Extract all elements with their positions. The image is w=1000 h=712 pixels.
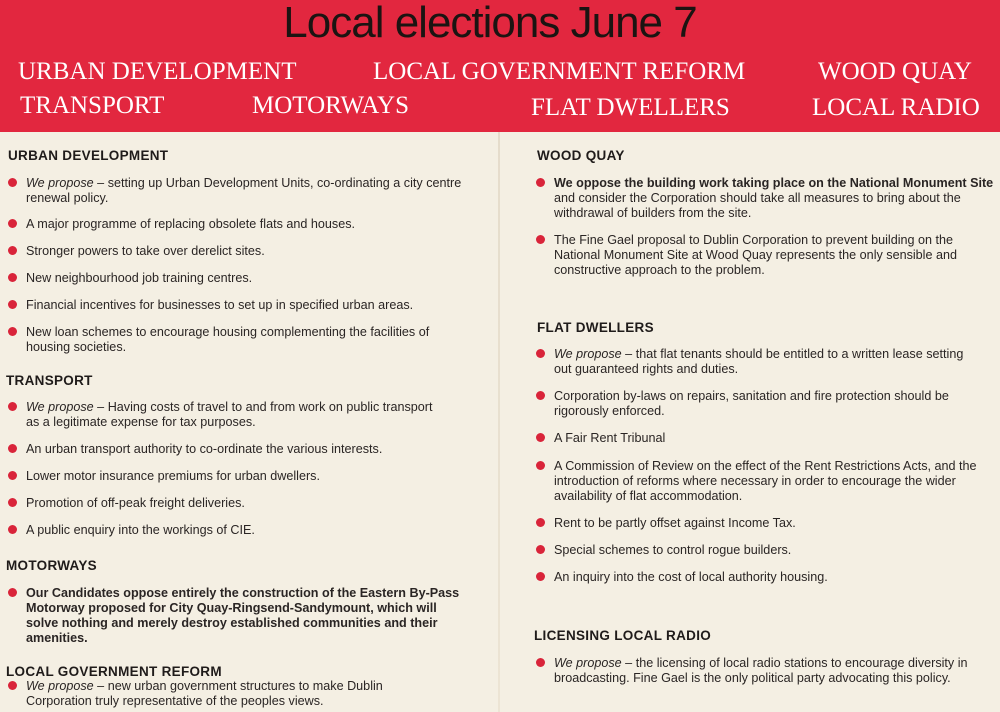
flats-item-4: [536, 459, 992, 504]
bullet-icon: [8, 219, 17, 228]
item-text: Promotion of off-peak freight deliveries.: [26, 496, 245, 510]
bullet-icon: [8, 471, 17, 480]
licensing-local-radio-heading: LICENSING LOCAL RADIO: [534, 628, 712, 643]
flats-item-6: [536, 543, 992, 558]
item-text: New loan schemes to encourage housing complementing the facilities of housing societies.: [26, 325, 430, 354]
flats-item-5: [536, 516, 992, 531]
item-text: Rent to be partly offset against Income Tax.: [554, 516, 796, 530]
bullet-icon: [536, 235, 545, 244]
bullet-icon: [8, 525, 17, 534]
item-text: New neighbourhood job training centres.: [26, 271, 253, 285]
item-text: – new urban government structures to make Dublin Corporation truly representative of the peoples views.: [26, 679, 383, 708]
flats-item-3: [536, 431, 986, 446]
topic-motorways: MOTORWAYS: [252, 92, 409, 119]
flats-item-1: [536, 347, 976, 377]
bullet-icon: [8, 300, 17, 309]
flat-dwellers-heading: FLAT DWELLERS: [537, 320, 654, 335]
flats-item-2: [536, 389, 986, 419]
urban-item-6: [8, 325, 458, 355]
we-propose-label: We propose: [26, 679, 94, 693]
radio-item-1: [536, 656, 992, 686]
we-propose-label: We propose: [26, 400, 94, 414]
bullet-icon: [536, 178, 545, 187]
urban-item-5: [8, 298, 468, 313]
item-text: and consider the Corporation should take all measures to bring about the withdrawal of builders from the site.: [554, 191, 961, 220]
urban-development-heading: URBAN DEVELOPMENT: [8, 148, 169, 163]
item-text: A public enquiry into the workings of CIE.: [26, 523, 255, 537]
bullet-icon: [536, 349, 545, 358]
bullet-icon: [8, 327, 17, 336]
item-text: A Fair Rent Tribunal: [554, 431, 666, 445]
transport-item-4: [8, 496, 468, 511]
urban-item-2: [8, 217, 468, 232]
bullet-icon: [8, 273, 17, 282]
bullet-icon: [8, 444, 17, 453]
item-text: – Having costs of travel to and from work on public transport as a legitimate expense for tax purposes.: [26, 400, 433, 429]
urban-item-1: [8, 176, 468, 206]
urban-item-4: [8, 271, 468, 286]
item-text: – that flat tenants should be entitled to a written lease setting out guaranteed rights and duties.: [554, 347, 964, 376]
bullet-icon: [8, 498, 17, 507]
flats-item-7: [536, 570, 992, 585]
we-propose-label: We propose: [26, 176, 94, 190]
item-text: A major programme of replacing obsolete flats and houses.: [26, 217, 356, 231]
item-text: – setting up Urban Development Units, co-ordinating a city centre renewal policy.: [26, 176, 462, 205]
item-bold-text: We oppose the building work taking place on the National Monument Site: [554, 176, 994, 190]
item-text: An inquiry into the cost of local authority housing.: [554, 570, 828, 584]
item-text: A Commission of Review on the effect of the Rent Restrictions Acts, and the introduction of reforms where necessary in order to encourage the wider availability of flat accommodation.: [554, 459, 977, 503]
bullet-icon: [8, 402, 17, 411]
item-text: Stronger powers to take over derelict sites.: [26, 244, 265, 258]
bullet-icon: [8, 246, 17, 255]
bullet-icon: [536, 518, 545, 527]
bullet-icon: [8, 178, 17, 187]
item-text: Lower motor insurance premiums for urban dwellers.: [26, 469, 320, 483]
woodquay-item-2: [536, 233, 994, 278]
topic-local-radio: LOCAL RADIO: [812, 94, 980, 121]
topic-flat-dwellers: FLAT DWELLERS: [531, 94, 730, 121]
page-fold-divider: [498, 132, 500, 712]
topic-transport: TRANSPORT: [20, 92, 165, 119]
urban-item-3: [8, 244, 468, 259]
bullet-icon: [8, 681, 17, 690]
item-text: An urban transport authority to co-ordinate the various interests.: [26, 442, 383, 456]
we-propose-label: We propose: [554, 347, 622, 361]
woodquay-item-1: [536, 176, 998, 221]
bullet-icon: [8, 588, 17, 597]
topic-local-government-reform: LOCAL GOVERNMENT REFORM: [373, 58, 746, 85]
item-text: Our Candidates oppose entirely the construction of the Eastern By-Pass Motorway proposed for City Quay-Ringsend-Sandymount, which will solve nothing and merely destroy established communities and their amenities.: [26, 586, 460, 645]
reform-item-1: [8, 679, 448, 709]
transport-item-1: [8, 400, 448, 430]
we-propose-label: We propose: [554, 656, 622, 670]
bullet-icon: [536, 572, 545, 581]
wood-quay-heading: WOOD QUAY: [537, 148, 625, 163]
item-text: Special schemes to control rogue builders.: [554, 543, 792, 557]
motorways-item-1: [8, 586, 466, 646]
bullet-icon: [536, 461, 545, 470]
bullet-icon: [536, 545, 545, 554]
item-text: The Fine Gael proposal to Dublin Corporation to prevent building on the National Monument Site at Wood Quay represents the only sensible and constructive approach to the problem.: [554, 233, 957, 277]
item-text: – the licensing of local radio stations to encourage diversity in broadcasting. Fine Gael is the only political party advocating this policy.: [554, 656, 968, 685]
bullet-icon: [536, 658, 545, 667]
page-title: Local elections June 7: [283, 0, 697, 47]
transport-item-3: [8, 469, 468, 484]
bullet-icon: [536, 391, 545, 400]
transport-item-2: [8, 442, 468, 457]
topic-wood-quay: WOOD QUAY: [818, 58, 972, 85]
item-text: Corporation by-laws on repairs, sanitation and fire protection should be rigorously enforced.: [554, 389, 949, 418]
transport-heading: TRANSPORT: [6, 373, 93, 388]
item-text: Financial incentives for businesses to set up in specified urban areas.: [26, 298, 414, 312]
topic-urban-development: URBAN DEVELOPMENT: [18, 58, 297, 85]
transport-item-5: [8, 523, 468, 538]
header-banner: [0, 0, 1000, 132]
motorways-heading: MOTORWAYS: [6, 558, 97, 573]
local-government-reform-heading: LOCAL GOVERNMENT REFORM: [6, 664, 222, 679]
bullet-icon: [536, 433, 545, 442]
